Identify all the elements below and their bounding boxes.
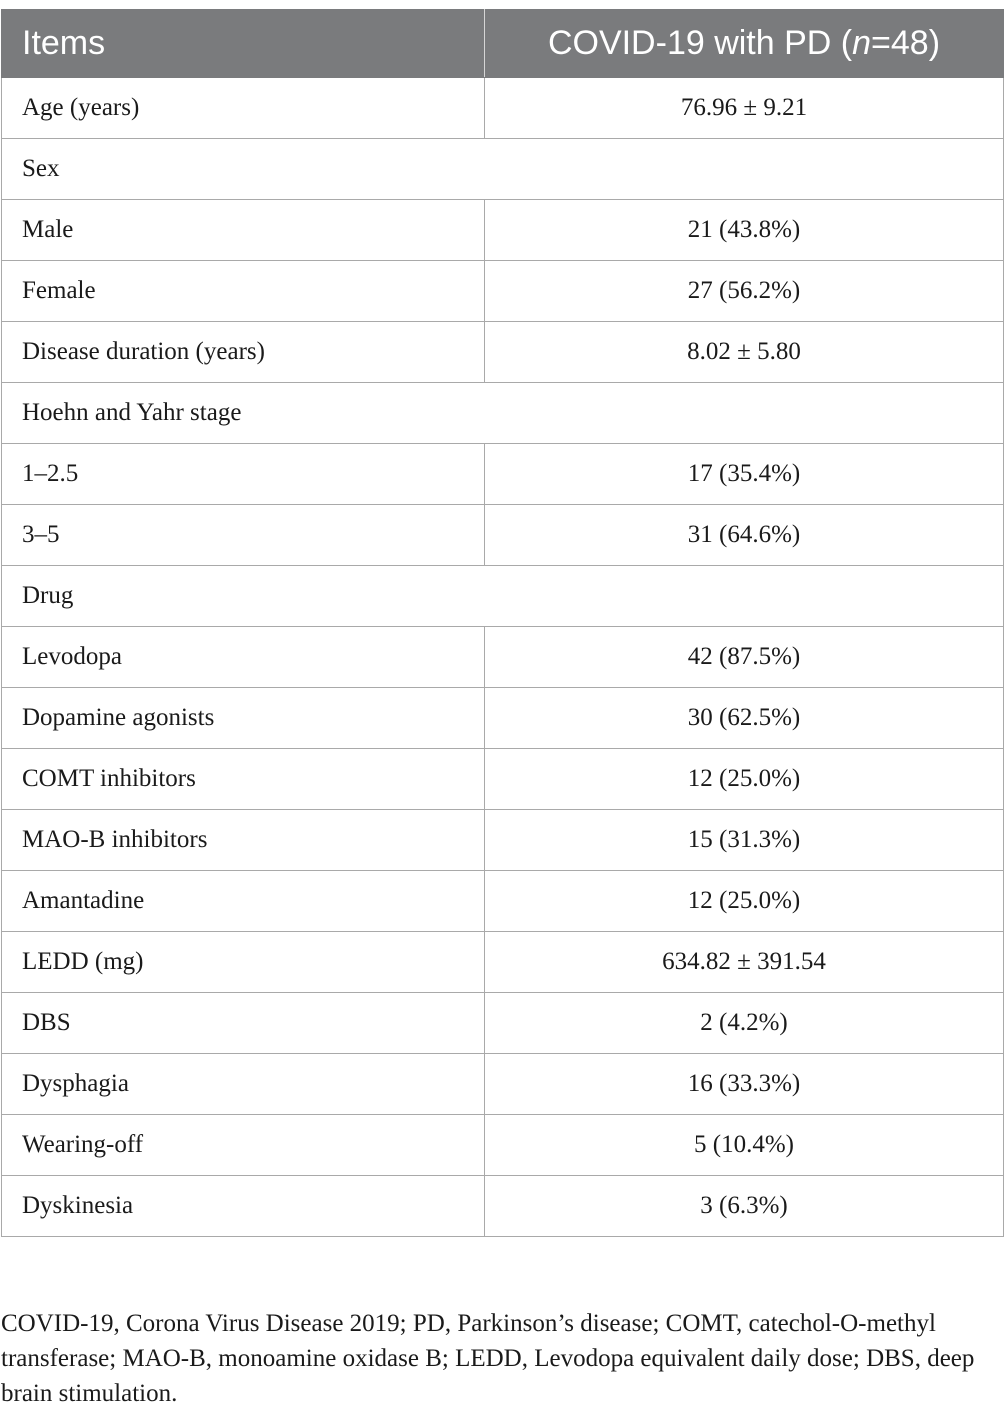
table-row [2,1054,1004,1115]
row-value: 12 (25.0%) [485,749,1004,810]
table-row [2,932,1004,993]
header-items: Items [2,10,485,78]
row-value: 31 (64.6%) [485,505,1004,566]
row-value: 2 (4.2%) [485,993,1004,1054]
header-group-suffix: =48) [871,24,941,62]
section-label: Drug [2,566,485,627]
row-value [485,566,1004,627]
row-value: 3 (6.3%) [485,1176,1004,1237]
table-row [2,261,1004,322]
row-value: 42 (87.5%) [485,627,1004,688]
row-value: 30 (62.5%) [485,688,1004,749]
table-row [2,993,1004,1054]
section-label: Hoehn and Yahr stage [2,383,485,444]
row-label: 3–5 [2,505,485,566]
row-value: 5 (10.4%) [485,1115,1004,1176]
header-group-prefix: COVID-19 with PD ( [547,24,853,62]
row-label: DBS [2,993,485,1054]
section-label: Sex [2,139,485,200]
row-label: Dopamine agonists [2,688,485,749]
table-row [2,749,1004,810]
demographics-table [1,9,1004,1237]
table-row [2,1176,1004,1237]
row-value: 634.82 ± 391.54 [485,932,1004,993]
table-row [2,200,1004,261]
table-row [2,322,1004,383]
table-row [2,688,1004,749]
table-section-row [2,383,1004,444]
row-value: 16 (33.3%) [485,1054,1004,1115]
table-row [2,78,1004,139]
table-row [2,871,1004,932]
table-row [2,444,1004,505]
table-section-row [2,139,1004,200]
table-row [2,810,1004,871]
row-label: Age (years) [2,78,485,139]
row-value: 27 (56.2%) [485,261,1004,322]
row-label: Amantadine [2,871,485,932]
row-label: Dysphagia [2,1054,485,1115]
row-label: Wearing-off [2,1115,485,1176]
table-header-row [2,10,1004,78]
row-label: Female [2,261,485,322]
row-label: Dyskinesia [2,1176,485,1237]
table-footnote: COVID-19, Corona Virus Disease 2019; PD, Parkinson’s disease; COMT, catechol-O-methyl transferase; MAO-B, monoamine oxidase B; LEDD, Levodopa equivalent daily dose; DBS, deep brain stimulation. [1,1310,975,1407]
table-section-row [2,566,1004,627]
table-row [2,505,1004,566]
table-row [2,627,1004,688]
row-label: LEDD (mg) [2,932,485,993]
row-value: 8.02 ± 5.80 [485,322,1004,383]
header-group [485,10,1004,78]
row-label: Levodopa [2,627,485,688]
row-label: MAO-B inhibitors [2,810,485,871]
row-value: 12 (25.0%) [485,871,1004,932]
row-value [485,383,1004,444]
row-value: 76.96 ± 9.21 [485,78,1004,139]
row-label: Disease duration (years) [2,322,485,383]
row-value: 15 (31.3%) [485,810,1004,871]
row-value [485,139,1004,200]
table-row [2,1115,1004,1176]
row-value: 21 (43.8%) [485,200,1004,261]
row-value: 17 (35.4%) [485,444,1004,505]
row-label: COMT inhibitors [2,749,485,810]
header-group-n: n [852,24,872,62]
row-label: Male [2,200,485,261]
row-label: 1–2.5 [2,444,485,505]
